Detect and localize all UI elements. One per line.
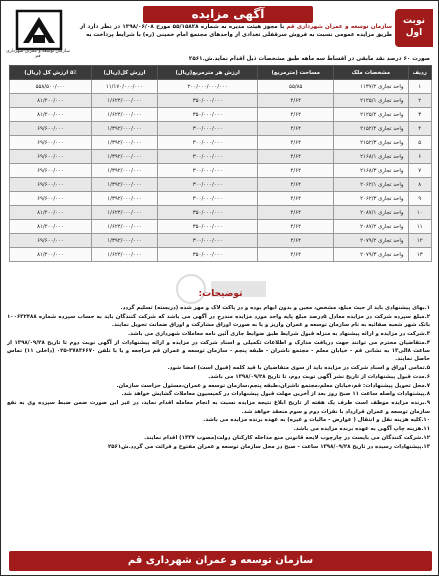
table-cell: ۱/۶۲۴/۰۰۰/۰۰۰ <box>91 108 157 122</box>
note-item: ۵.تمامی اوراق و اسناد شرکت در مزایده باید از سوی متقاضیان با قید کلمه (قبول است) امضا شود. <box>167 365 430 372</box>
note-item: ۳.شرکت در مزایده و ارائه پیشنهاد به منزله قبول شرایط طبق ضوابط جاری آئین نامه معاملات شهرداری می باشد. <box>128 330 430 337</box>
table-row <box>10 220 432 234</box>
table-header-cell: ارزش هر مترمربع(ریال) <box>158 66 258 80</box>
table-cell: ۸۱/۲۰۰/۰۰۰ <box>10 220 92 234</box>
table-cell: ۳۵۰/۰۰۰/۰۰۰ <box>158 206 258 220</box>
note-item: ۱۲.شرکت کنندگان می بایست در چارچوب لایحه قانونی منع مداخله کارکنان دولت(مصوب ۱۳۳۷) اقدام نمایند. <box>144 434 430 441</box>
table-row <box>10 234 432 248</box>
table-cell: ۳۰۰/۰۰۰/۰۰۰ <box>158 122 258 136</box>
table-cell: ۲۰۰/۰۰۰/۰۰۰/۰۰۰ <box>158 80 258 94</box>
table-cell: ۱/۳۹۲/۰۰۰/۰۰۰ <box>91 122 157 136</box>
table-body <box>10 80 432 262</box>
table-cell: ۴/۶۴ <box>258 220 334 234</box>
notes-title: توضیحات: <box>198 289 243 299</box>
table-header-row <box>10 66 432 80</box>
table-cell: ۱/۶۲۴/۰۰۰/۰۰۰ <box>91 220 157 234</box>
table-cell: ۱ <box>408 80 432 94</box>
table-cell: ۴ <box>408 122 432 136</box>
table-cell: ۴/۶۴ <box>258 164 334 178</box>
table-cell: ۵ <box>408 136 432 150</box>
table-cell: ۴/۶۴ <box>258 122 334 136</box>
table-cell: ۳۰۰/۰۰۰/۰۰۰ <box>158 192 258 206</box>
table-cell: ۶۹/۶۰۰/۰۰۰ <box>10 192 92 206</box>
units-table-container <box>9 65 432 275</box>
table-row <box>10 164 432 178</box>
table-cell: ۸۱/۲۰۰/۰۰۰ <box>10 108 92 122</box>
table-cell: ۷ <box>408 164 432 178</box>
table-cell: ۴/۶۴ <box>258 178 334 192</box>
table-cell: ۱/۳۹۲/۰۰۰/۰۰۰ <box>91 178 157 192</box>
table-cell: واحد تجاری ۲۱۶۸/۳ <box>334 164 408 178</box>
table-cell: ۳۵۰/۰۰۰/۰۰۰ <box>158 220 258 234</box>
table-cell: ۹ <box>408 192 432 206</box>
table-cell: ۱۱ <box>408 220 432 234</box>
table-cell: ۸ <box>408 178 432 192</box>
table-cell: ۳۰۰/۰۰۰/۰۰۰ <box>158 164 258 178</box>
table-cell: ۲ <box>408 94 432 108</box>
table-cell: ۶۹/۶۰۰/۰۰۰ <box>10 234 92 248</box>
table-cell: واحد تجاری ۲۰۷۹/۲ <box>334 234 408 248</box>
table-cell: ۱۰ <box>408 206 432 220</box>
table-header-cell: ردیف <box>408 66 432 80</box>
table-cell: واحد تجاری ۲۰۸۷/۱ <box>334 206 408 220</box>
table-cell: ۱/۳۹۲/۰۰۰/۰۰۰ <box>91 150 157 164</box>
table-cell: واحد تجاری ۲۱۵۲/۳ <box>334 136 408 150</box>
note-item: ۱۰.کلیه هزینه نقل و انتقال ( عوارض - مالیات و غیره) به عهده برنده مزایده می باشد. <box>203 417 430 424</box>
table-cell: ۸۱/۲۰۰/۰۰۰ <box>10 248 92 262</box>
table-header-cell: ارزش کل(ریال) <box>91 66 157 80</box>
table-row <box>10 94 432 108</box>
notice-round-badge <box>395 9 433 47</box>
note-item: ۴.متقاضیان محترم می توانند جهت دریافت مدارک و اطلاعات تکمیلی و اسناد شرکت در مزایده و ارائه پیشنهادات از آگهی نوبت دوم تا تاریخ ۱۳۹۸/۰۹/۲۸ از ساعت ۸الی۱۳ به نشانی قم - خیابان معلم - مجتمع ناشران - طبقه پنجم - سازمان توسعه و عمران قم مراجعه و یا با تلفن ۳۷۸۳۶۶۷۰-۰۲۵ (داخلی ۱۱) تماس حاصل نمایند. <box>7 339 430 363</box>
table-cell: ۴/۶۴ <box>258 94 334 108</box>
table-row <box>10 108 432 122</box>
table-cell: واحد تجاری ۲۱۲۵/۱ <box>334 94 408 108</box>
table-cell: ۶ <box>408 150 432 164</box>
table-cell: واحد تجاری ۲۰۶۲/۱ <box>334 178 408 192</box>
table-cell: ۱۳ <box>408 248 432 262</box>
table-cell: ۱/۳۹۲/۰۰۰/۰۰۰ <box>91 136 157 150</box>
table-row <box>10 248 432 262</box>
table-cell: واحد تجاری ۲۱۶۸/۱ <box>334 150 408 164</box>
badge-line-2: اول <box>405 28 423 38</box>
footer-organization-name: سازمان توسعه و عمران شهرداری قم <box>9 551 432 571</box>
table-cell: ۶۹/۶۰۰/۰۰۰ <box>10 122 92 136</box>
table-cell: ۳ <box>408 108 432 122</box>
table-cell: ۳۰۰/۰۰۰/۰۰۰ <box>158 136 258 150</box>
table-row <box>10 206 432 220</box>
logo-caption: سازمان توسعه و عمران شهرداری قم <box>6 49 70 59</box>
table-cell: ۱/۶۲۴/۰۰۰/۰۰۰ <box>91 206 157 220</box>
table-cell: واحد تجاری ۲۰۷۹/۳ <box>334 248 408 262</box>
note-item: ۱۱.هزینه چاپ آگهی به عهده برنده مزایده می باشد. <box>293 426 430 433</box>
table-cell: ۱/۳۹۲/۰۰۰/۰۰۰ <box>91 234 157 248</box>
table-row <box>10 80 432 94</box>
table-header-cell: مشخصات ملک <box>334 66 408 80</box>
notice-header <box>3 3 438 61</box>
table-cell: ۱۲ <box>408 234 432 248</box>
table-cell: ۶۹/۶۰۰/۰۰۰ <box>10 164 92 178</box>
note-item: ۲.مبلغ سپرده شرکت در مزایده معادل ۵درصد مبلغ پایه واحد مورد مزایده مندرج در آگهی می باشد که شرکت کنندگان باید به حساب سپرده شماره ۱۰۰۶۳۲۴۸۸ بانک شهر شعبه صفائیه به نام سازمان توسعه و عمران واریز و یا به صورت اوراق مشارکت و اوراق ضمانت تحویل نمایند. <box>7 313 430 329</box>
table-cell: واحد تجاری ۲۰۸۷/۲ <box>334 220 408 234</box>
table-cell: ۵۵۸/۵۰۰/۰۰۰ <box>10 80 92 94</box>
table-cell: ۸۱/۲۰۰/۰۰۰ <box>10 94 92 108</box>
table-cell: ۴/۶۴ <box>258 108 334 122</box>
table-cell: ۶۹/۶۰۰/۰۰۰ <box>10 136 92 150</box>
table-cell: ۶۹/۶۰۰/۰۰۰ <box>10 178 92 192</box>
table-cell: ۵۵/۸۵ <box>258 80 334 94</box>
note-item: ۹.برنده مزایده موظف است ظرف یک هفته از تاریخ ابلاغ نتیجه مزایده نسبت به انجام معامله اقدام نماید، در غیر این صورت ضمن ضبط سپرده وی به نفع سازمان توسعه و عمران قرارداد با نفرات دوم و سوم منعقد خواهد شد. <box>7 400 430 415</box>
table-cell: واحد تجاری ۲۱۲۵/۲ <box>334 108 408 122</box>
table-cell: واحد تجاری ۲۱۵۲/۴ <box>334 122 408 136</box>
table-header-cell: مساحت (مترمربع) <box>258 66 334 80</box>
note-item: ۷.محل تحویل پیشنهادات: قم،خیابان معلم،مجتمع ناشران،طبقه پنجم،سازمان توسعه و عمران،مسئول حراست سازمان. <box>116 382 430 389</box>
table-cell: ۴/۶۴ <box>258 248 334 262</box>
table-cell: ۱۱/۱۷۰/۰۰۰/۰۰۰ <box>91 80 157 94</box>
intro-text: با مجوز هیئت مدیره به شماره ۵۵/۱۵۸۲۸ مورخ ۱۳۹۸/۰۶/۰۸ در نظر دارد از طریق مزایده عمومی نسبت به فروش سرقفلی تعدادی از واحدهای مجتمع امام خمینی (ره) با شرایط پرداخت به <box>80 24 392 39</box>
table-cell: ۱/۳۹۲/۰۰۰/۰۰۰ <box>91 192 157 206</box>
page-title: آگهی مزایده <box>143 6 313 23</box>
table-row <box>10 122 432 136</box>
table-cell: ۸۱/۲۰۰/۰۰۰ <box>10 206 92 220</box>
table-header-cell: ۵٪ ارزش کل (ریال) <box>10 66 92 80</box>
table-cell: ۳۰۰/۰۰۰/۰۰۰ <box>158 234 258 248</box>
table-cell: واحد تجاری ۱۱۳۷/۲ <box>334 80 408 94</box>
units-table <box>9 65 432 262</box>
table-cell: ۶۹/۶۰۰/۰۰۰ <box>10 150 92 164</box>
note-item: ۱.بهای پیشنهادی باید از حیث مبلغ، مشخص، معین و بدون ابهام بوده و در پاکت لاک و مهر شده (دربسته) تسلیم گردد. <box>120 305 430 311</box>
table-cell: ۴/۶۴ <box>258 150 334 164</box>
notes-list <box>7 304 430 452</box>
table-row <box>10 178 432 192</box>
intro-organization-name: سازمان توسعه و عمران شهرداری قم <box>286 24 392 30</box>
table-row <box>10 150 432 164</box>
table-cell: ۱/۶۲۴/۰۰۰/۰۰۰ <box>91 248 157 262</box>
table-cell: ۱/۳۹۲/۰۰۰/۰۰۰ <box>91 164 157 178</box>
table-cell: ۳۵۰/۰۰۰/۰۰۰ <box>158 108 258 122</box>
table-row <box>10 136 432 150</box>
badge-line-1: نوبت <box>403 16 425 26</box>
table-cell: ۳۰۰/۰۰۰/۰۰۰ <box>158 150 258 164</box>
table-cell: ۳۰۰/۰۰۰/۰۰۰ <box>158 178 258 192</box>
table-row <box>10 192 432 206</box>
table-cell: ۴/۶۴ <box>258 206 334 220</box>
note-item: ۶.مدت قبول پیشنهادات از تاریخ نشر آگهی نوبت دوم، تا تاریخ ۱۳۹۸/۰۹/۲۸ می باشد. <box>208 373 430 380</box>
table-cell: ۳۵۰/۰۰۰/۰۰۰ <box>158 94 258 108</box>
table-cell: ۴/۶۴ <box>258 234 334 248</box>
intro-payment-terms: صورت ۶۰ درصد نقد مابقی در اقساط سه ماهه طبق مشخصات ذیل اقدام نماید.ش.۲۵۶۱ <box>188 56 430 62</box>
note-item: ۸.پیشنهادات واصله ساعت ۱۱ صبح روز بعد از آخرین مهلت قبول پیشنهادات در کمیسیون معاملات گشایش خواهد شد. <box>121 391 430 398</box>
table-cell: ۱/۶۲۴/۰۰۰/۰۰۰ <box>91 94 157 108</box>
table-cell: واحد تجاری ۲۰۶۲/۳ <box>334 192 408 206</box>
table-cell: ۴/۶۴ <box>258 192 334 206</box>
table-cell: ۴/۶۴ <box>258 136 334 150</box>
note-item: ۱۳.پیشنهادات رسیده در تاریخ ۱۳۹۸/۰۹/۲۸ ساعت - صبح در محل سازمان توسعه و عمران مفتوح و قرائت می گردد.ش۲۵۶۱ <box>107 443 430 450</box>
table-cell: ۳۵۰/۰۰۰/۰۰۰ <box>158 248 258 262</box>
intro-paragraph <box>80 23 392 39</box>
